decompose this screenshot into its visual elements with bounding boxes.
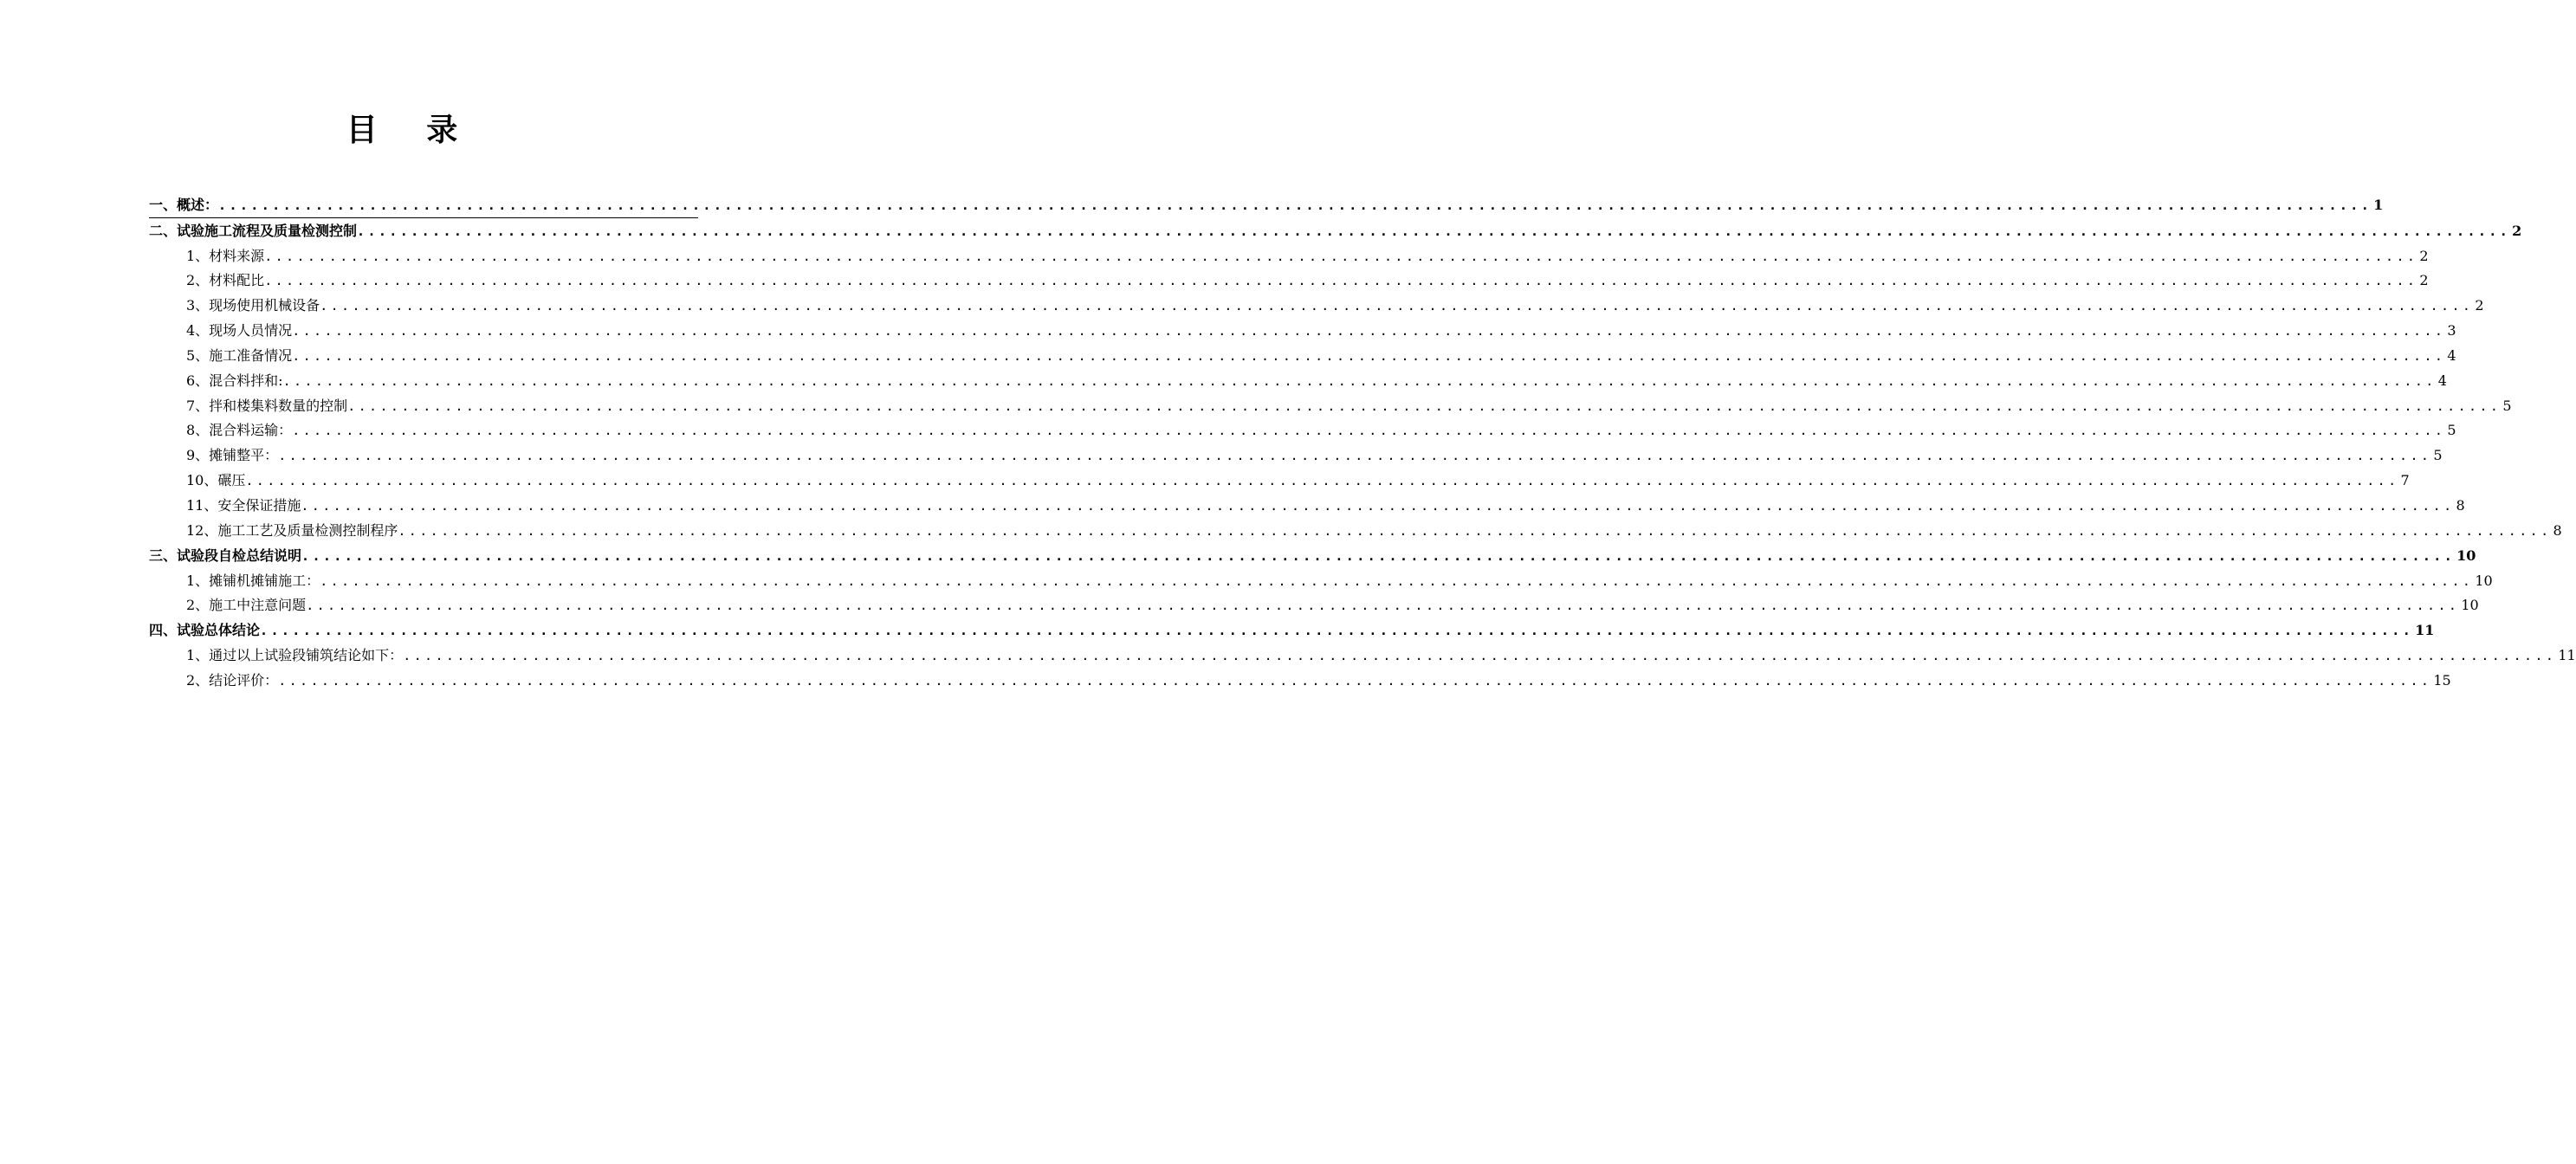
toc-entry-page: 10	[2475, 572, 2493, 589]
toc-entry-page: 11	[2415, 622, 2435, 639]
toc-entry-page: 2	[2475, 297, 2484, 314]
toc-dot-leader: ........................................................................................................................................................................................................	[260, 623, 2414, 639]
toc-entry-label: 12、施工工艺及质量检测控制程序	[186, 521, 398, 539]
toc-entry-page: 2	[2419, 272, 2429, 289]
toc-entry-page: 5	[2447, 422, 2456, 439]
toc-dot-leader: ........................................................................................................................................................................................................	[398, 522, 2552, 539]
toc-entry[interactable]	[149, 468, 2410, 493]
toc-entry-label: 2、施工中注意问题	[186, 597, 307, 614]
table-of-contents	[149, 192, 2576, 693]
toc-dot-leader: ........................................................................................................................................................................................................	[245, 473, 2399, 489]
toc-entry-label: 二、试验施工流程及质量检测控制	[149, 222, 358, 239]
toc-entry-page: 11	[2558, 647, 2576, 664]
toc-entry-label: 2、材料配比	[186, 272, 265, 289]
toc-entry-page: 10	[2461, 597, 2479, 614]
toc-dot-leader: ........................................................................................................................................................................................................	[278, 448, 2432, 464]
toc-entry[interactable]	[149, 243, 2429, 268]
toc-entry[interactable]	[149, 643, 2576, 668]
toc-entry-page: 3	[2447, 322, 2456, 340]
toc-entry-page: 4	[2447, 346, 2456, 364]
toc-entry-label: 11、安全保证措施	[186, 496, 301, 514]
toc-dot-leader: ........................................................................................................................................................................................................	[301, 497, 2455, 514]
toc-entry[interactable]	[149, 393, 2512, 418]
toc-entry[interactable]	[149, 618, 2435, 643]
toc-entry-label: 2、结论评价：	[186, 671, 279, 689]
toc-dot-leader: ........................................................................................................................................................................................................	[218, 197, 2372, 213]
toc-dot-leader: ........................................................................................................................................................................................................	[292, 423, 2446, 439]
toc-entry-label: 6、混合料拌和:	[186, 372, 283, 389]
toc-entry-label: 1、摊铺机摊铺施工：	[186, 572, 320, 589]
toc-entry-label: 四、试验总体结论	[149, 622, 261, 639]
toc-entry[interactable]	[149, 293, 2484, 318]
toc-entry[interactable]	[149, 192, 2384, 218]
toc-entry[interactable]	[149, 343, 2456, 368]
page-title: 目 录	[346, 112, 477, 148]
toc-entry-page: 5	[2433, 447, 2443, 464]
toc-entry[interactable]	[149, 268, 2429, 294]
toc-entry-page: 1	[2373, 196, 2384, 213]
toc-entry-page: 7	[2400, 472, 2410, 489]
toc-entry-page: 8	[2553, 521, 2562, 539]
toc-entry[interactable]	[149, 493, 2465, 518]
toc-dot-leader: ........................................................................................................................................................................................................	[264, 273, 2418, 289]
toc-entry-page: 15	[2433, 671, 2451, 689]
toc-entry-label: 10、碾压	[186, 472, 246, 489]
toc-entry-label: 4、现场人员情况	[186, 322, 293, 340]
toc-dot-leader: ........................................................................................................................................................................................................	[347, 398, 2502, 414]
toc-entry[interactable]	[149, 543, 2476, 568]
toc-dot-leader: ........................................................................................................................................................................................................	[320, 572, 2474, 589]
toc-entry-label: 三、试验段自检总结说明	[149, 546, 302, 564]
toc-entry-page: 2	[2512, 222, 2522, 239]
toc-entry-label: 8、混合料运输：	[186, 422, 293, 439]
toc-entry-label: 5、施工准备情况	[186, 346, 293, 364]
toc-dot-leader: ........................................................................................................................................................................................................	[264, 248, 2418, 264]
toc-dot-leader: ........................................................................................................................................................................................................	[320, 298, 2474, 314]
toc-entry-page: 10	[2456, 546, 2476, 564]
toc-entry-label: 9、摊铺整平：	[186, 447, 279, 464]
toc-dot-leader: ........................................................................................................................................................................................................	[292, 323, 2446, 340]
toc-entry-label: 1、通过以上试验段铺筑结论如下：	[186, 647, 404, 664]
toc-entry[interactable]	[149, 368, 2447, 393]
toc-entry[interactable]	[149, 568, 2493, 593]
toc-entry[interactable]	[149, 668, 2451, 693]
toc-dot-leader: ........................................................................................................................................................................................................	[292, 347, 2446, 364]
toc-entry[interactable]	[149, 218, 2522, 243]
toc-entry-label: 一、概述：	[149, 196, 219, 213]
toc-entry-label: 3、现场使用机械设备	[186, 297, 320, 314]
toc-entry-label: 1、材料来源	[186, 247, 265, 264]
toc-dot-leader: ........................................................................................................................................................................................................	[357, 223, 2511, 239]
toc-dot-leader: ........................................................................................................................................................................................................	[301, 547, 2456, 564]
toc-entry[interactable]	[149, 418, 2456, 443]
toc-entry-page: 4	[2437, 372, 2447, 389]
toc-entry-page: 5	[2502, 397, 2512, 414]
toc-dot-leader: ........................................................................................................................................................................................................	[403, 648, 2557, 664]
toc-dot-leader: ........................................................................................................................................................................................................	[306, 598, 2460, 614]
toc-entry-page: 8	[2456, 496, 2465, 514]
toc-entry[interactable]	[149, 593, 2479, 618]
toc-entry-page: 2	[2419, 247, 2429, 264]
toc-entry[interactable]	[149, 518, 2562, 543]
toc-dot-leader: ........................................................................................................................................................................................................	[278, 672, 2432, 689]
toc-entry[interactable]	[149, 443, 2443, 468]
toc-entry[interactable]	[149, 318, 2456, 343]
toc-entry-label: 7、拌和楼集料数量的控制	[186, 397, 348, 414]
toc-dot-leader: ........................................................................................................................................................................................................	[282, 372, 2437, 389]
